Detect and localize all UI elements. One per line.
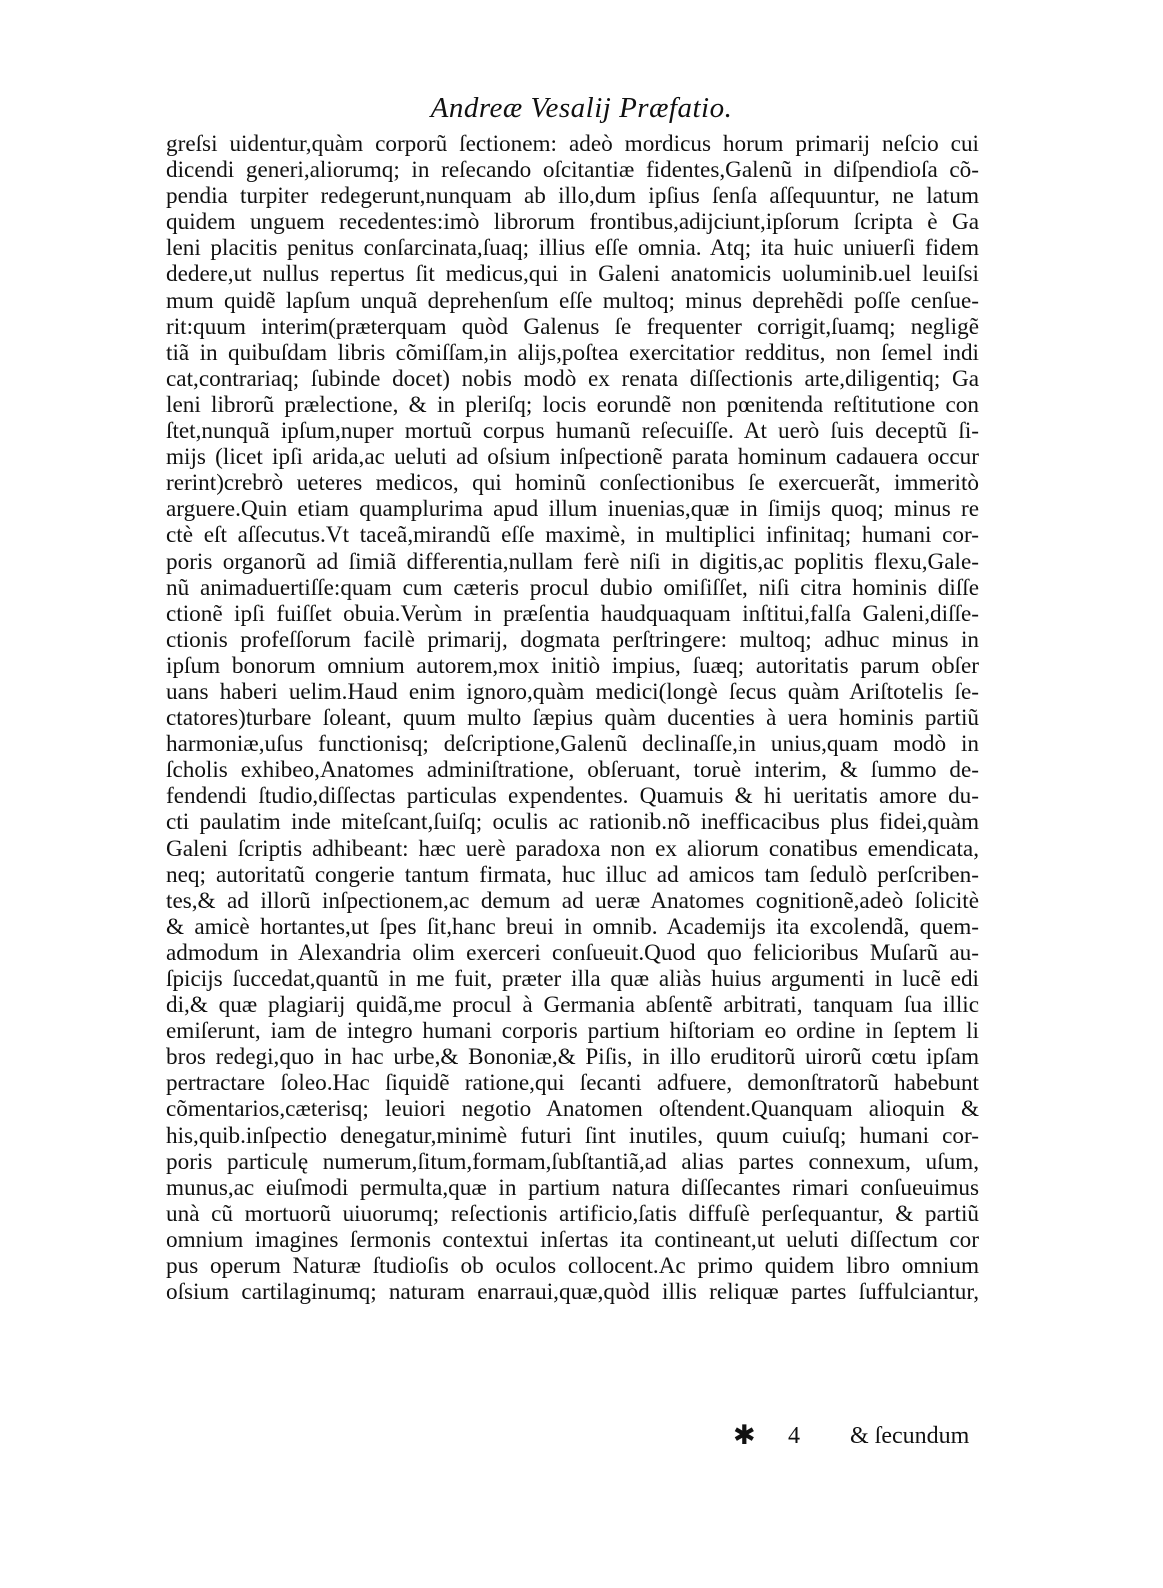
text-line: cti paulatim inde miteſcant,ſuiſq; oculis ac rationib.nõ inefficacibus plus fidei,quàm (166, 809, 979, 836)
text-line: dedere,ut nullus repertus ſit medicus,qui in Galeni anatomicis uoluminib.uel leuiſsi (166, 261, 979, 288)
text-line: bros redegi,quo in hac urbe,& Bononiæ,& Piſis, in illo eruditorũ uirorũ cœtu ipſam (166, 1044, 979, 1071)
text-line: omnium imagines ſermonis contextui inſertas ita contineant,ut ueluti diſſectum cor (166, 1226, 979, 1253)
text-line: emiſerunt, iam de integro humani corporis partium hiſtoriam eo ordine in ſeptem li (166, 1018, 979, 1045)
text-line: pertractare ſoleo.Hac ſiquidẽ ratione,qui ſecanti adfuere, demonſtratorũ habebunt (166, 1070, 979, 1097)
text-line: cõmentarios,cæterisq; leuiori negotio Anatomen oſtendent.Quanquam alioquin & (166, 1096, 979, 1123)
text-line: leni librorũ prælectione, & in pleriſq; locis eorundẽ non pœnitenda reſtitutione con (166, 391, 979, 418)
text-line: dicendi generi,aliorumq; in reſecando oſcitantiæ fidentes,Galenũ in diſpendioſa cõ- (166, 157, 979, 184)
catchword: & ſecundum (850, 1423, 970, 1449)
text-line: ctatores)turbare ſoleant, quum multo ſæpius quàm ducenties à uera hominis partiũ (166, 705, 979, 732)
text-line: ctè eſt aſſecutus.Vt taceã,mirandũ eſſe maximè, in multiplici infinitaq; humani cor- (166, 522, 979, 549)
text-line: unà cũ mortuorũ uiuorumq; reſectionis artificio,ſatis diffuſè perſequantur, & partiũ (166, 1200, 979, 1227)
text-line: nũ animaduertiſſe:quam cum cæteris procul dubio omiſiſſet, niſi citra hominis diſſe (166, 574, 979, 601)
text-line: admodum in Alexandria olim exerceri conſueuit.Quod quo felicioribus Muſarũ au- (166, 939, 979, 966)
text-line: arguere.Quin etiam quamplurima apud illum inuenias,quæ in ſimijs quoq; minus re (166, 496, 979, 523)
text-line: ipſum bonorum omnium autorem,mox initiò impius, ſuæq; autoritatis parum obſer (166, 652, 979, 679)
body-text (166, 131, 979, 1305)
text-line: cat,contrariaq; ſubinde docet) nobis modò ex renata diſſectionis arte,diligentiq; Ga (166, 365, 979, 392)
text-line: rit:quum interim(præterquam quòd Galenus ſe frequenter corrigit,ſuamq; negligẽ (166, 313, 979, 340)
text-line: poris organorũ ad ſimiã differentia,nullam ferè niſi in digitis,ac poplitis flexu,Gale- (166, 548, 979, 575)
text-line: pus operum Naturæ ſtudioſis ob oculos collocent.Ac primo quidem libro omnium (166, 1253, 979, 1280)
text-line: ſcholis exhibeo,Anatomes adminiſtratione, obſeruant, toruè interim, & ſummo de- (166, 757, 979, 784)
text-line: quidem unguem recedentes:imò librorum frontibus,adijciunt,ipſorum ſcripta è Ga (166, 209, 979, 236)
text-line: leni placitis penitus conſarcinata,ſuaq; illius eſſe omnia. Atq; ita huic uniuerſi fidem (166, 235, 979, 262)
text-line: mijs (licet ipſi arida,ac ueluti ad oſsium inſpectionẽ parata hominum cadauera occur (166, 444, 979, 471)
text-line: harmoniæ,uſus functionisq; deſcriptione,Galenũ declinaſſe,in unius,quam modò in (166, 731, 979, 758)
text-line: fendendi ſtudio,diſſectas particulas expendentes. Quamuis & hi ueritatis amore du- (166, 783, 979, 810)
text-line: ctionis profeſſorum facilè primarij, dogmata perſtringere: multoq; adhuc minus in (166, 626, 979, 653)
signature-mark: ✱ (733, 1420, 756, 1450)
text-line: tiã in quibuſdam libris cõmiſſam,in alijs,poſtea exercitatior redditus, non ſemel indi (166, 339, 979, 366)
text-line: tes,& ad illorũ inſpectionem,ac demum ad ueræ Anatomes cognitionẽ,adeò ſolicitè (166, 887, 979, 914)
text-line: oſsium cartilaginumq; naturam enarraui,quæ,quòd illis reliquæ partes ſuffulciantur, (166, 1279, 979, 1306)
running-title: Andreæ Vesalij Præfatio. (430, 92, 733, 124)
text-line: greſsi uidentur,quàm corporũ ſectionem: adeò mordicus horum primarij neſcio cui (166, 131, 979, 157)
text-line: his,quib.inſpectio denegatur,minimè futuri ſint inutiles, quum cuiuſq; humani cor- (166, 1122, 979, 1149)
text-line: ſtet,nunquã ipſum,nuper mortuũ corpus humanũ reſecuiſſe. At uerò ſuis deceptũ ſi- (166, 418, 979, 445)
text-line: mum quidẽ lapſum unquã deprehenſum eſſe multoq; minus deprehẽdi poſſe cenſue- (166, 287, 979, 314)
text-line: pendia turpiter redegerunt,nunquam ab illo,dum ipſius ſenſa aſſequuntur, ne latum (166, 183, 979, 210)
text-line: neq; autoritatũ congerie tantum firmata, huc illuc ad amicos tam ſedulò perſcriben- (166, 861, 979, 888)
text-line: rerint)crebrò ueteres medicos, qui hominũ conſectionibus ſe exercuerãt, immeritò (166, 470, 979, 497)
text-line: ſpicijs ſuccedat,quantũ in me fuit, præter illa quæ aliàs huius argumenti in lucẽ edi (166, 966, 979, 992)
page-number: 4 (788, 1423, 800, 1449)
text-line: & amicè hortantes,ut ſpes ſit,hanc breui in omnib. Academijs ita excolendã, quem- (166, 913, 979, 940)
text-line: ctionẽ ipſi fuiſſet obuia.Verùm in præſentia haudquaquam inſtitui,falſa Galeni,diſſe- (166, 600, 979, 627)
page-footer (0, 1420, 1163, 1450)
text-line: Galeni ſcriptis adhibeant: hæc uerè paradoxa non ex aliorum conatibus emendicata, (166, 835, 979, 862)
text-line: uans haberi uelim.Haud enim ignoro,quàm medici(longè ſecus quàm Ariſtotelis ſe- (166, 678, 979, 705)
text-line: poris particulę numerum,ſitum,formam,ſubſtantiã,ad alias partes connexum, uſum, (166, 1148, 979, 1175)
text-line: di,& quæ plagiarij quidã,me procul à Germania abſentẽ arbitrati, tanquam ſua illic (166, 992, 979, 1019)
text-line: munus,ac eiuſmodi permulta,quæ in partium natura diſſecantes rimari conſueuimus (166, 1174, 979, 1201)
